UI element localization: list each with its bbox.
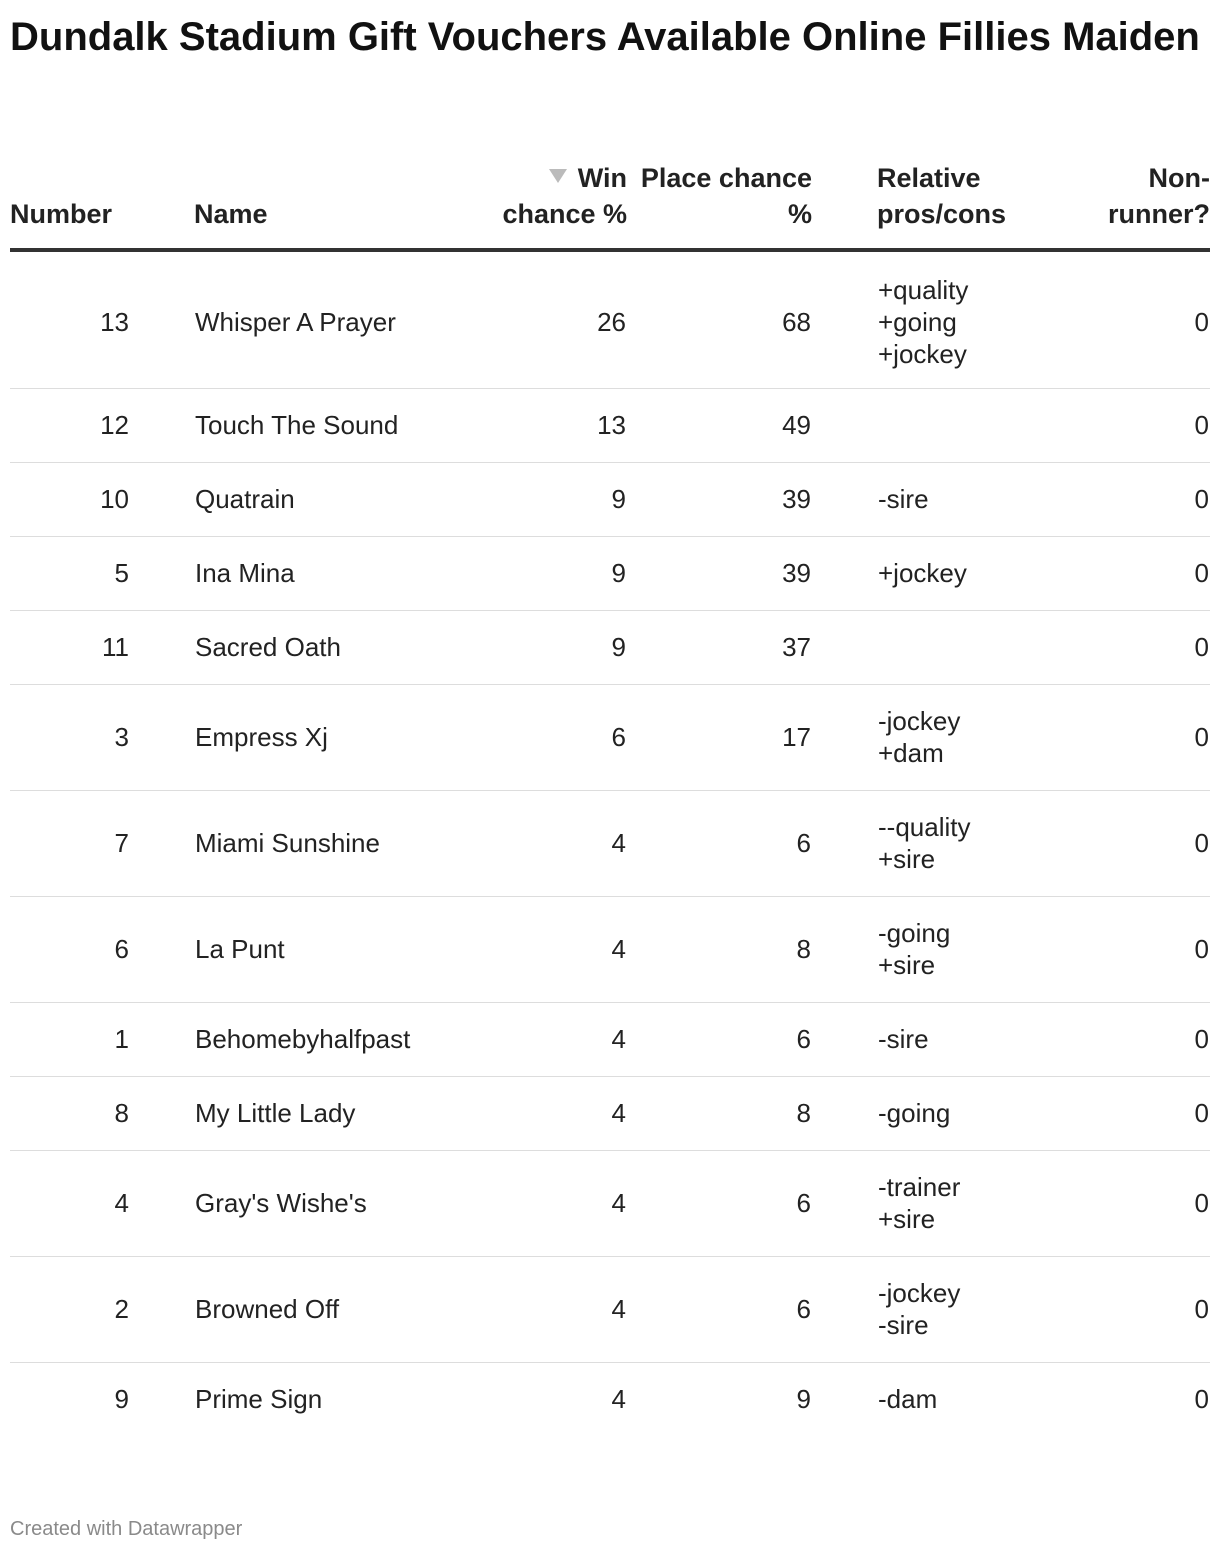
cell-place-chance: 6 (627, 1256, 812, 1362)
cell-pros-cons (877, 684, 1077, 790)
cell-non-runner: 0 (1077, 462, 1210, 536)
header-name[interactable]: Name (194, 160, 482, 250)
cell-place-chance: 8 (627, 896, 812, 1002)
header-place-chance[interactable]: Place chance % (627, 160, 812, 250)
pros-cons-item: -dam (878, 1384, 938, 1415)
header-spacer (130, 160, 194, 250)
cell-win-chance: 9 (482, 536, 627, 610)
cell-non-runner: 0 (1077, 610, 1210, 684)
table-row (10, 896, 1210, 1002)
cell-non-runner: 0 (1194, 1384, 1209, 1415)
cell-win-chance: 9 (482, 610, 627, 684)
header-win-chance[interactable]: Win chance % (482, 160, 627, 250)
cell-win-chance: 4 (482, 1256, 627, 1362)
table-row (10, 1076, 1210, 1150)
cell-name: Browned Off (194, 1256, 482, 1362)
table-row (10, 1362, 1210, 1436)
cell-place-chance: 9 (796, 1384, 811, 1415)
cell-place-chance: 6 (627, 1002, 812, 1076)
cell-name: Behomebyhalfpast (194, 1002, 482, 1076)
cell-name: Ina Mina (194, 536, 482, 610)
cell-non-runner: 0 (1077, 1076, 1210, 1150)
cell-name: Whisper A Prayer (194, 250, 482, 388)
cell-win-chance: 4 (482, 1002, 627, 1076)
table-row (10, 250, 1210, 388)
pros-cons-item: +jockey (878, 339, 967, 370)
header-non-runner[interactable]: Non-runner? (1077, 160, 1210, 250)
cell-spacer (130, 790, 194, 896)
pros-cons-item: +sire (878, 1204, 936, 1234)
cell-spacer (812, 1076, 877, 1150)
header-number[interactable]: Number (10, 160, 130, 250)
pros-cons-item: +dam (878, 738, 944, 768)
cell-name: Miami Sunshine (194, 790, 482, 896)
cell-spacer (812, 896, 877, 1002)
cell-win-chance: 4 (611, 1384, 626, 1415)
cell-number: 6 (10, 896, 130, 1002)
cell-spacer (130, 610, 194, 684)
cell-spacer (812, 1256, 877, 1362)
cell-non-runner: 0 (1077, 790, 1210, 896)
cell-spacer (130, 684, 194, 790)
pros-cons-item: -jockey (878, 706, 961, 736)
cell-spacer (130, 462, 194, 536)
table-row (10, 536, 1210, 610)
cell-win-chance: 6 (482, 684, 627, 790)
cell-pros-cons (877, 462, 1077, 536)
pros-cons-item: -going (878, 918, 951, 948)
cell-win-chance: 26 (482, 250, 627, 388)
header-row (10, 160, 1210, 250)
cell-non-runner: 0 (1077, 250, 1210, 388)
cell-number: 9 (114, 1384, 129, 1415)
cell-pros-cons (877, 896, 1077, 1002)
table-row (10, 1002, 1210, 1076)
table-row (10, 388, 1210, 462)
cell-spacer (812, 536, 877, 610)
cell-spacer (812, 684, 877, 790)
pros-cons-item: +quality (878, 275, 969, 306)
cell-non-runner: 0 (1077, 536, 1210, 610)
cell-pros-cons (877, 1256, 1077, 1362)
cell-spacer (130, 1002, 194, 1076)
cell-number: 8 (10, 1076, 130, 1150)
chart-title: Dundalk Stadium Gift Vouchers Available Online Fillies Maiden (10, 15, 1200, 59)
cell-pros-cons (877, 1362, 1077, 1436)
pros-cons-item: +going (878, 307, 957, 338)
cell-name: Sacred Oath (194, 610, 482, 684)
table-row (10, 462, 1210, 536)
cell-place-chance: 39 (627, 462, 812, 536)
cell-place-chance: 8 (627, 1076, 812, 1150)
cell-non-runner: 0 (1077, 896, 1210, 1002)
sort-descending-icon (549, 169, 567, 183)
cell-number: 1 (10, 1002, 130, 1076)
cell-name: Quatrain (194, 462, 482, 536)
cell-non-runner: 0 (1077, 1150, 1210, 1256)
cell-non-runner: 0 (1077, 684, 1210, 790)
cell-spacer (130, 1076, 194, 1150)
cell-spacer (130, 896, 194, 1002)
cell-number: 7 (10, 790, 130, 896)
cell-place-chance: 37 (627, 610, 812, 684)
cell-spacer (130, 388, 194, 462)
cell-name: Empress Xj (194, 684, 482, 790)
cell-pros-cons (877, 790, 1077, 896)
cell-name: La Punt (194, 896, 482, 1002)
cell-pros-cons (877, 388, 1077, 462)
cell-number: 13 (10, 250, 130, 388)
cell-win-chance: 13 (482, 388, 627, 462)
cell-non-runner: 0 (1077, 1256, 1210, 1362)
cell-spacer (130, 1256, 194, 1362)
header-pros-cons[interactable]: Relative pros/cons (877, 160, 1077, 250)
cell-place-chance: 39 (627, 536, 812, 610)
cell-spacer (130, 1150, 194, 1256)
cell-number: 2 (10, 1256, 130, 1362)
cell-place-chance: 49 (627, 388, 812, 462)
cell-number: 10 (10, 462, 130, 536)
cell-spacer (812, 1150, 877, 1256)
cell-place-chance: 6 (627, 1150, 812, 1256)
cell-win-chance: 4 (482, 1076, 627, 1150)
cell-number: 5 (10, 536, 130, 610)
pros-cons-item: +sire (878, 950, 936, 980)
table-row (10, 684, 1210, 790)
cell-number: 12 (10, 388, 130, 462)
cell-pros-cons (877, 610, 1077, 684)
table-row (10, 1150, 1210, 1256)
pros-cons-item: +sire (878, 844, 936, 874)
cell-spacer (812, 388, 877, 462)
cell-pros-cons (877, 1076, 1077, 1150)
cell-spacer (130, 536, 194, 610)
pros-cons-item: -sire (878, 484, 929, 514)
cell-number: 3 (10, 684, 130, 790)
cell-spacer (812, 790, 877, 896)
cell-non-runner: 0 (1077, 1002, 1210, 1076)
pros-cons-item: +jockey (878, 558, 967, 588)
cell-pros-cons (877, 1002, 1077, 1076)
cell-pros-cons (877, 536, 1077, 610)
pros-cons-item: -trainer (878, 1172, 961, 1202)
cell-spacer (812, 610, 877, 684)
footer-credit: Created with Datawrapper (10, 1518, 243, 1540)
cell-win-chance: 4 (482, 896, 627, 1002)
cell-place-chance: 68 (627, 250, 812, 388)
table-row (10, 790, 1210, 896)
cell-win-chance: 4 (482, 790, 627, 896)
cell-win-chance: 4 (482, 1150, 627, 1256)
cell-spacer (130, 250, 194, 388)
cell-name: Touch The Sound (194, 388, 482, 462)
table-row (10, 610, 1210, 684)
cell-spacer (130, 1362, 194, 1436)
pros-cons-item: --quality (878, 812, 971, 842)
header-spacer (812, 160, 877, 250)
cell-pros-cons (877, 250, 1077, 388)
cell-name: Prime Sign (195, 1384, 323, 1415)
pros-cons-item: -sire (878, 1024, 929, 1054)
cell-place-chance: 6 (627, 790, 812, 896)
cell-spacer (812, 462, 877, 536)
cell-pros-cons (877, 1150, 1077, 1256)
table-row (10, 1256, 1210, 1362)
data-table (10, 160, 1210, 1436)
table-body (10, 250, 1210, 1436)
cell-place-chance: 17 (627, 684, 812, 790)
pros-cons-item: -sire (878, 1310, 929, 1340)
pros-cons-item: -going (878, 1098, 951, 1128)
cell-number: 11 (10, 610, 130, 684)
cell-name: Gray's Wishe's (194, 1150, 482, 1256)
cell-spacer (812, 1362, 877, 1436)
cell-non-runner: 0 (1077, 388, 1210, 462)
cell-win-chance: 9 (482, 462, 627, 536)
cell-number: 4 (10, 1150, 130, 1256)
cell-spacer (812, 1002, 877, 1076)
pros-cons-item: -jockey (878, 1278, 961, 1308)
cell-name: My Little Lady (194, 1076, 482, 1150)
cell-spacer (812, 250, 877, 388)
